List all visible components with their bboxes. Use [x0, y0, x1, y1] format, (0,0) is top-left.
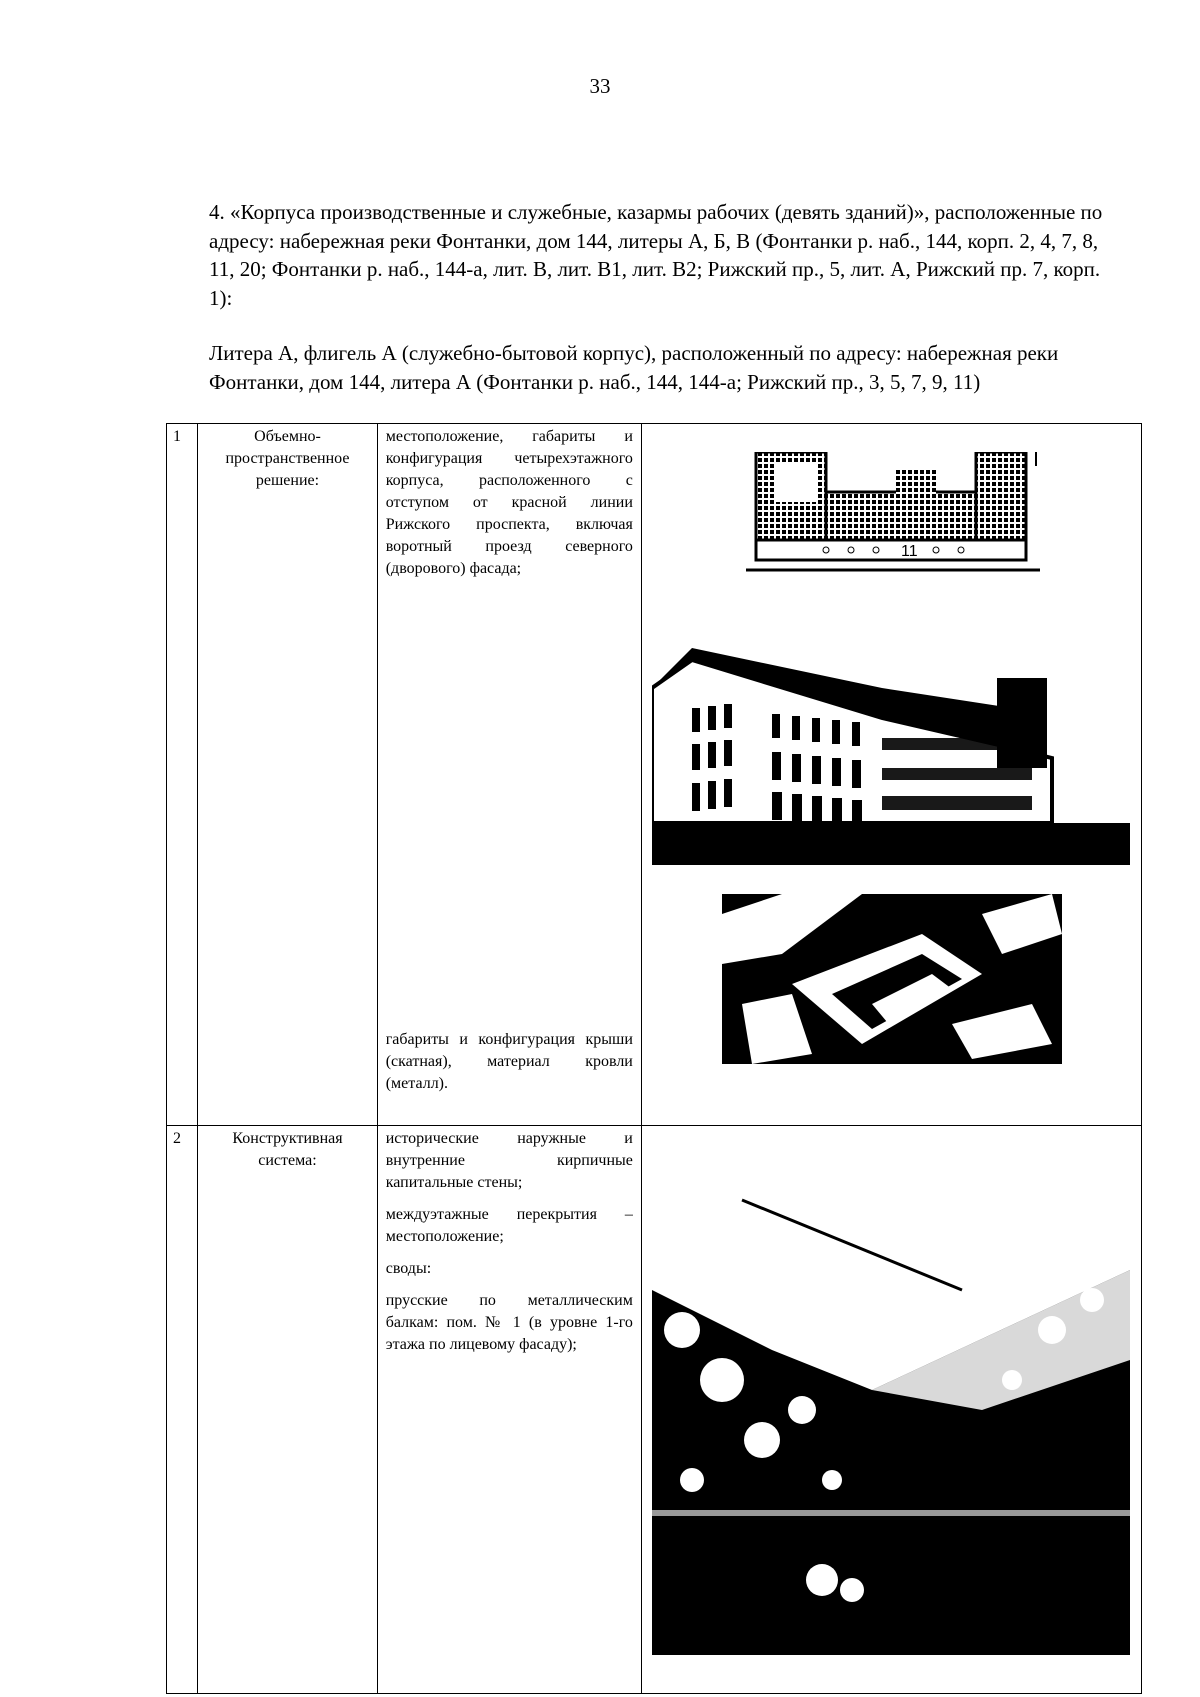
feature-description: [377, 1126, 641, 1694]
description-paragraph: габариты и конфигурация крыши (скатная), материал кровли (металл).: [385, 1031, 633, 1092]
description-paragraph: местоположение, габариты и конфигурация четырехэтажного корпуса, расположенного с отступом от красной линии Рижского проспекта, включая воротный проезд северного (дворового) фасада;: [385, 428, 633, 577]
description-paragraph: своды:: [385, 1260, 432, 1277]
description-paragraph: междуэтажные перекрытия – местоположение;: [385, 1206, 633, 1245]
feature-description: [377, 424, 641, 1126]
site-plan-image: [746, 452, 1040, 576]
table-row: [167, 1126, 1142, 1694]
section-heading: [209, 198, 1119, 312]
building-subheading-text: Литера А, флигель А (служебно-бытовой корпус), расположенный по адресу: набережная реки Фонтанки, дом 144, литера А (Фонтанки р. наб., 144, 144-а; Рижский пр., 3, 5, 7, 9, 11): [209, 341, 1059, 394]
feature-name: Конструктивная система:: [198, 1126, 377, 1694]
building-subheading: [209, 339, 1119, 396]
section-heading-text: 4. «Корпуса производственные и служебные, казармы рабочих (девять зданий)», расположенные по адресу: набережная реки Фонтанки, дом 144, литеры А, Б, В (Фонтанки р. наб., 144, корп. 2, 4, 7, 8, 11, 20; Фонтанки р. наб., 144-а, лит. В, лит. В1, лит. В2; Рижский пр., 5, лит. А, Рижский пр. 7, корп. 1):: [209, 200, 1103, 310]
aerial-photo: [722, 894, 1062, 1064]
photos-cell: [641, 1126, 1141, 1694]
facade-photo: [652, 648, 1130, 865]
vault-photo: [652, 1180, 1130, 1655]
photos-cell: [641, 424, 1141, 1126]
protected-features-table: [166, 423, 1142, 1694]
row-number: 1: [167, 424, 198, 1126]
description-paragraph: прусские по металлическим балкам: пом. № 1 (в уровне 1-го этажа по лицевому фасаду);: [385, 1292, 633, 1353]
row-number: 2: [167, 1126, 198, 1694]
page-number: 33: [589, 74, 611, 98]
plan-label: 11: [900, 543, 918, 560]
feature-name: Объемно-пространственное решение:: [198, 424, 377, 1126]
description-paragraph: исторические наружные и внутренние кирпичные капитальные стены;: [385, 1130, 633, 1191]
table-row: [167, 424, 1142, 1126]
